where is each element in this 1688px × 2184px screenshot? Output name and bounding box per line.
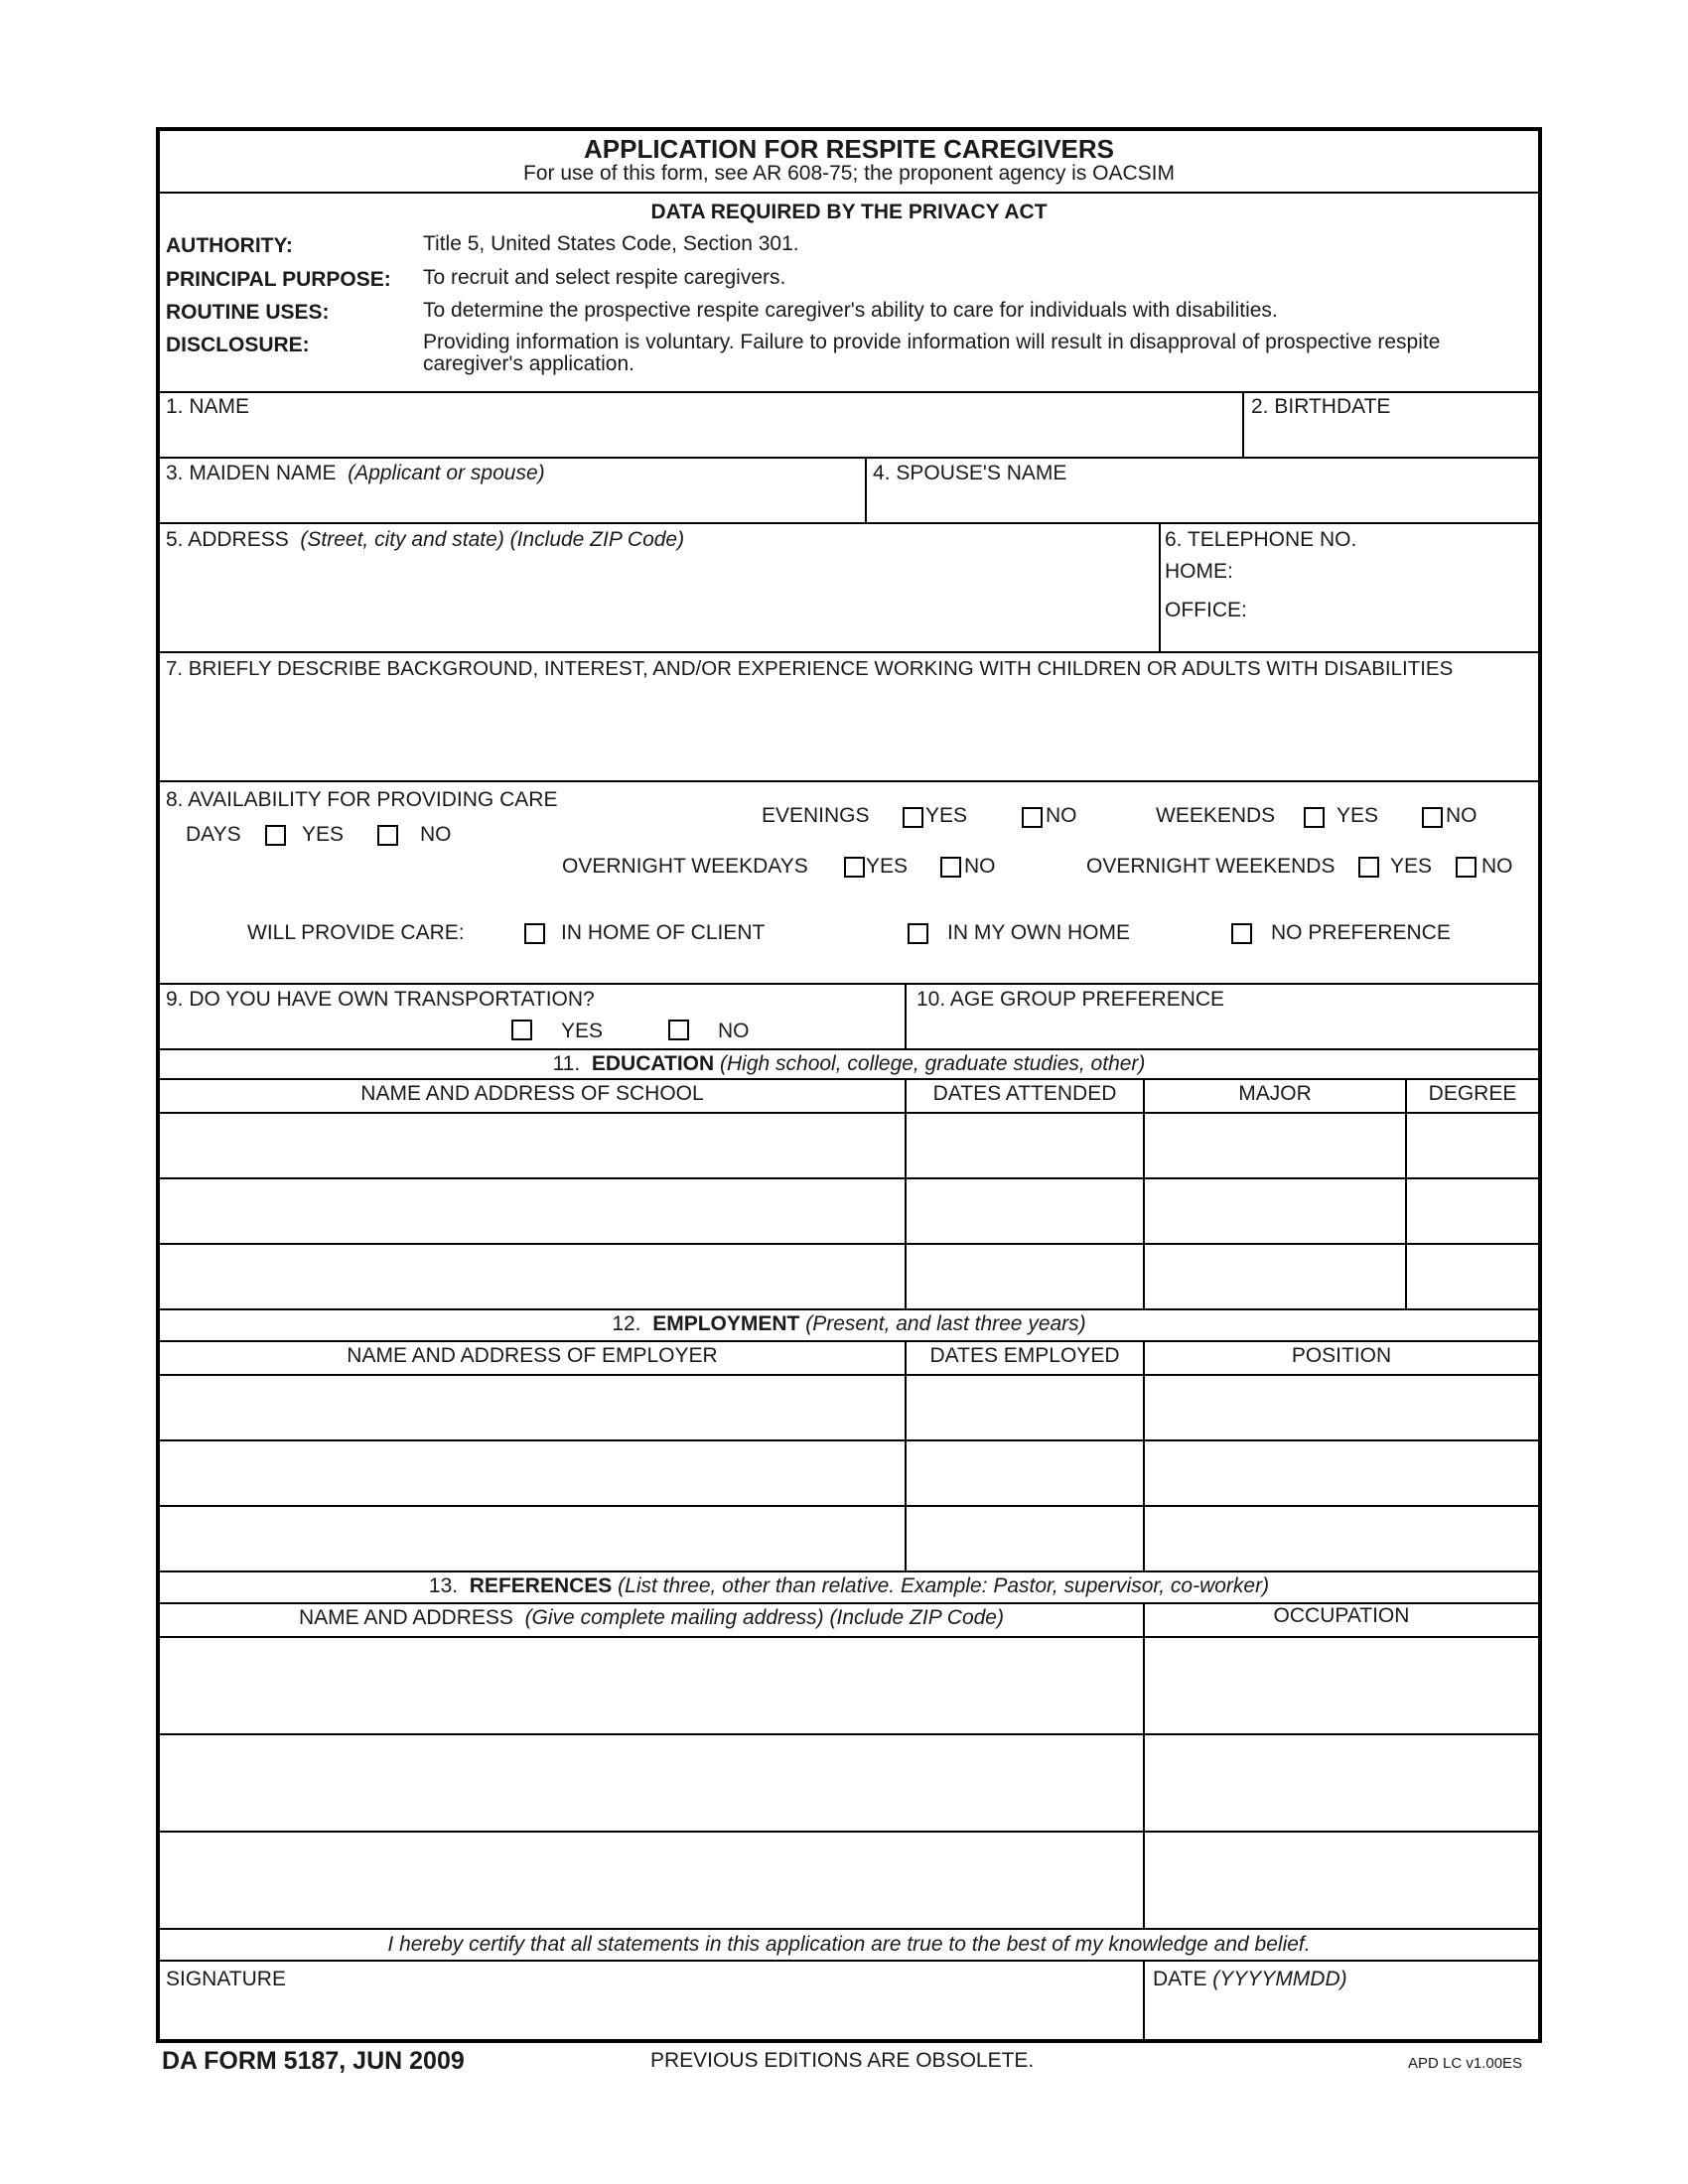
weekends-yes-label: YES	[1336, 804, 1379, 827]
transportation-yes-label: YES	[561, 1020, 604, 1042]
overnight-weekdays-no-label: NO	[964, 855, 996, 878]
days-no-checkbox[interactable]	[377, 825, 398, 846]
education-col-degree: DEGREE	[1428, 1082, 1517, 1105]
employment-row-2-employer[interactable]	[160, 1441, 905, 1505]
overnight-weekdays-yes-checkbox[interactable]	[844, 857, 865, 878]
form-id: DA FORM 5187, JUN 2009	[162, 2047, 465, 2075]
transportation-no-label: NO	[718, 1020, 750, 1042]
overnight-weekends-yes-label: YES	[1390, 855, 1433, 878]
education-heading: 11. EDUCATION (High school, college, graduate studies, other)	[552, 1052, 1146, 1075]
background-label: 7. BRIEFLY DESCRIBE BACKGROUND, INTEREST, AND/OR EXPERIENCE WORKING WITH CHILDREN OR ADULTS WITH DISABILITIES	[166, 657, 1454, 680]
days-yes-label: YES	[302, 823, 345, 846]
obsolete-notice: PREVIOUS EDITIONS ARE OBSOLETE.	[650, 2049, 1035, 2072]
address-label: 5. ADDRESS (Street, city and state) (Include ZIP Code)	[166, 528, 685, 551]
employment-col-position: POSITION	[1291, 1344, 1392, 1367]
references-col-occupation: OCCUPATION	[1273, 1604, 1410, 1627]
overnight-weekends-no-checkbox[interactable]	[1456, 857, 1477, 878]
transportation-no-checkbox[interactable]	[668, 1020, 689, 1040]
birthdate-label: 2. BIRTHDATE	[1251, 395, 1391, 418]
weekends-yes-checkbox[interactable]	[1304, 807, 1325, 828]
education-row-2-school[interactable]	[160, 1179, 905, 1243]
in-home-client-checkbox[interactable]	[524, 923, 545, 944]
disclosure-text-line1: Providing information is voluntary. Failure to provide information will result in disapproval of prospective respite	[423, 331, 1441, 353]
name-field[interactable]	[160, 393, 1242, 457]
home-phone-label: HOME:	[1165, 560, 1233, 583]
evenings-yes-label: YES	[925, 804, 968, 827]
form-subtitle: For use of this form, see AR 608-75; the proponent agency is OACSIM	[523, 162, 1175, 185]
education-row-3-school[interactable]	[160, 1245, 905, 1308]
employment-heading: 12. EMPLOYMENT (Present, and last three years)	[612, 1312, 1086, 1335]
reference-row-2-name[interactable]	[160, 1735, 1143, 1831]
references-col-name: NAME AND ADDRESS (Give complete mailing address) (Include ZIP Code)	[299, 1606, 1004, 1629]
signature-field[interactable]	[160, 1962, 1143, 2039]
maiden-name-label: 3. MAIDEN NAME (Applicant or spouse)	[166, 462, 545, 484]
transportation-question: 9. DO YOU HAVE OWN TRANSPORTATION?	[166, 988, 595, 1011]
overnight-weekends-yes-checkbox[interactable]	[1358, 857, 1379, 878]
references-heading: 13. REFERENCES (List three, other than relative. Example: Pastor, supervisor, co-worker)	[428, 1574, 1270, 1597]
employment-col-employer: NAME AND ADDRESS OF EMPLOYER	[347, 1344, 718, 1367]
privacy-heading: DATA REQUIRED BY THE PRIVACY ACT	[650, 201, 1048, 223]
office-phone-label: OFFICE:	[1165, 599, 1247, 621]
age-group-label: 10. AGE GROUP PREFERENCE	[916, 988, 1225, 1011]
employment-row-3-employer[interactable]	[160, 1507, 905, 1570]
no-preference-checkbox[interactable]	[1231, 923, 1252, 944]
employment-col-dates: DATES EMPLOYED	[929, 1344, 1120, 1367]
in-own-home-checkbox[interactable]	[908, 923, 928, 944]
evenings-label: EVENINGS	[762, 804, 870, 827]
version-label: APD LC v1.00ES	[1408, 2055, 1523, 2072]
reference-row-1-name[interactable]	[160, 1638, 1143, 1733]
employment-row-1-employer[interactable]	[160, 1376, 905, 1439]
purpose-text: To recruit and select respite caregivers.	[423, 266, 786, 289]
signature-label: SIGNATURE	[166, 1968, 286, 1990]
will-provide-care-label: WILL PROVIDE CARE:	[247, 921, 465, 944]
overnight-weekdays-yes-label: YES	[866, 855, 909, 878]
reference-row-3-name[interactable]	[160, 1833, 1143, 1928]
date-label: DATE (YYYYMMDD)	[1153, 1968, 1347, 1990]
office-phone-field[interactable]	[1252, 594, 1535, 623]
availability-heading: 8. AVAILABILITY FOR PROVIDING CARE	[166, 788, 558, 811]
application-form	[156, 127, 1542, 2043]
overnight-weekdays-no-checkbox[interactable]	[940, 857, 961, 878]
address-note: (Street, city and state) (Include ZIP Code)	[300, 528, 685, 551]
purpose-label: PRINCIPAL PURPOSE:	[166, 268, 391, 291]
overnight-weekends-no-label: NO	[1481, 855, 1513, 878]
spouse-name-label: 4. SPOUSE'S NAME	[873, 462, 1067, 484]
overnight-weekends-label: OVERNIGHT WEEKENDS	[1086, 855, 1336, 878]
maiden-name-note: (Applicant or spouse)	[348, 462, 545, 484]
routine-uses-label: ROUTINE USES:	[166, 301, 330, 324]
transportation-yes-checkbox[interactable]	[511, 1020, 532, 1040]
weekends-label: WEEKENDS	[1156, 804, 1276, 827]
form-title: APPLICATION FOR RESPITE CAREGIVERS	[583, 134, 1114, 164]
in-own-home-label: IN MY OWN HOME	[947, 921, 1130, 944]
education-row-1-school[interactable]	[160, 1114, 905, 1177]
overnight-weekdays-label: OVERNIGHT WEEKDAYS	[562, 855, 808, 878]
disclosure-label: DISCLOSURE:	[166, 334, 310, 356]
home-phone-field[interactable]	[1237, 556, 1535, 586]
authority-label: AUTHORITY:	[166, 234, 293, 257]
weekends-no-checkbox[interactable]	[1422, 807, 1443, 828]
days-yes-checkbox[interactable]	[265, 825, 286, 846]
education-col-school: NAME AND ADDRESS OF SCHOOL	[360, 1082, 704, 1105]
evenings-yes-checkbox[interactable]	[903, 807, 923, 828]
evenings-no-label: NO	[1046, 804, 1077, 827]
form-header	[160, 131, 1538, 185]
days-no-label: NO	[420, 823, 452, 846]
in-home-client-label: IN HOME OF CLIENT	[561, 921, 766, 944]
days-label: DAYS	[186, 823, 241, 846]
telephone-label: 6. TELEPHONE NO.	[1165, 528, 1357, 551]
education-col-major: MAJOR	[1238, 1082, 1312, 1105]
education-col-dates: DATES ATTENDED	[932, 1082, 1117, 1105]
evenings-no-checkbox[interactable]	[1022, 807, 1043, 828]
disclosure-text-line2: caregiver's application.	[423, 352, 634, 375]
weekends-no-label: NO	[1446, 804, 1477, 827]
no-preference-label: NO PREFERENCE	[1271, 921, 1451, 944]
name-label: 1. NAME	[166, 395, 250, 418]
certification-statement: I hereby certify that all statements in this application are true to the best of my knowledge and belief.	[387, 1933, 1311, 1956]
authority-text: Title 5, United States Code, Section 301.	[423, 232, 799, 255]
routine-uses-text: To determine the prospective respite caregiver's ability to care for individuals with disabilities.	[423, 299, 1278, 322]
